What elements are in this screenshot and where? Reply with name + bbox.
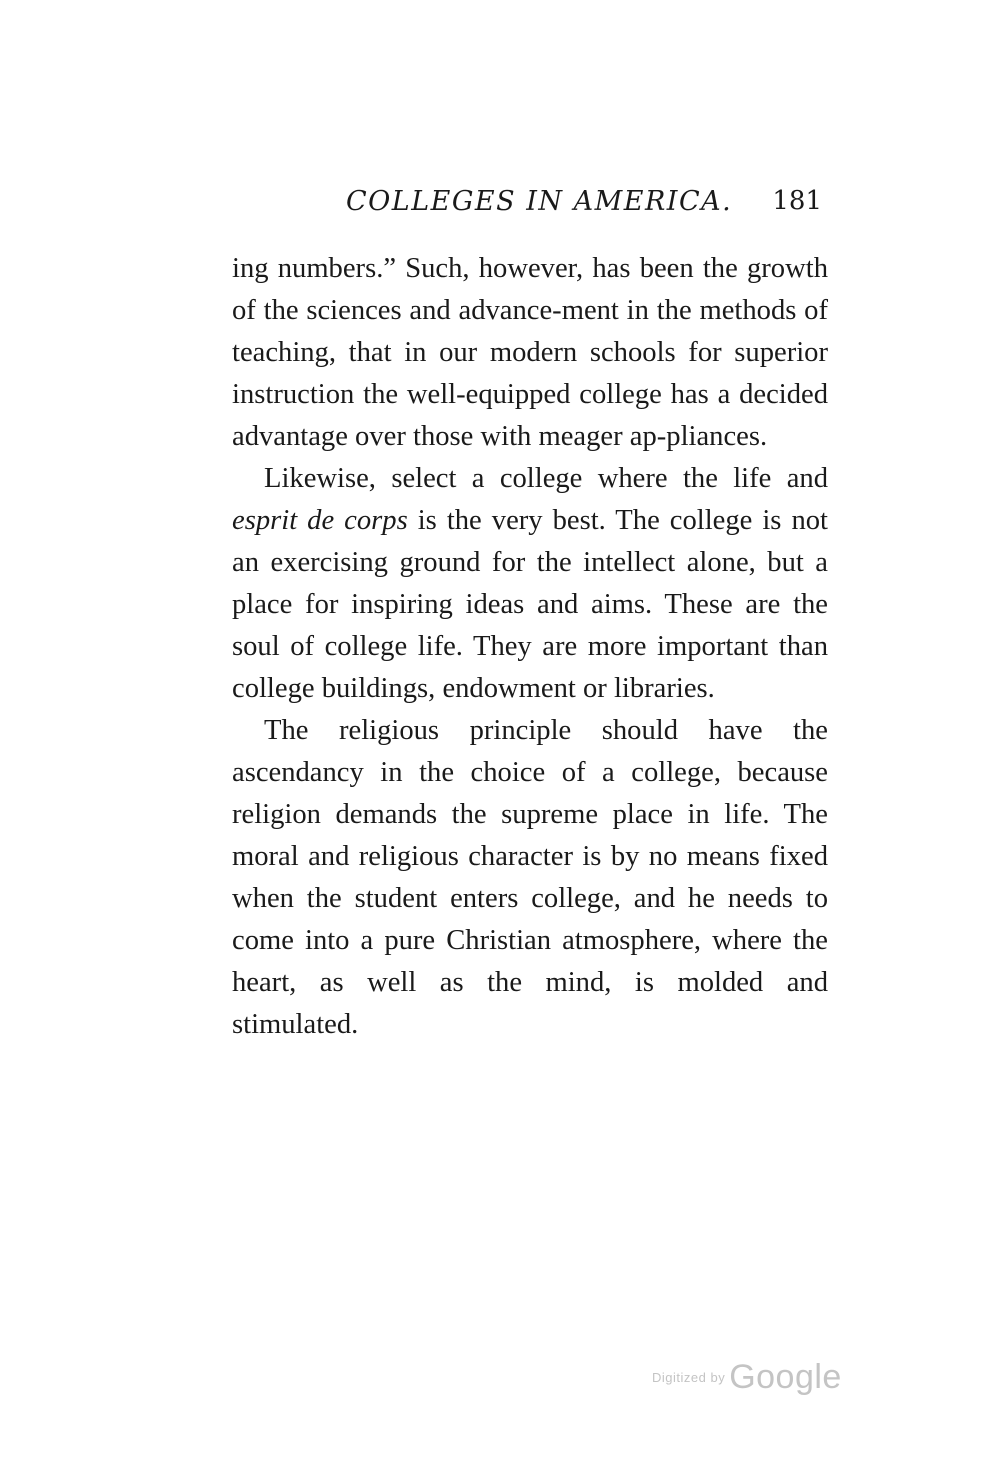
paragraph-2-text-after: is the very best. The college is not an exercising ground for the intellect alone, but a place for inspiring ideas and aims. These are the soul of college life. They are more important than college buildings, endowment or libraries. xyxy=(232,505,828,704)
digitized-by-google-watermark xyxy=(652,1358,842,1397)
google-logo: Google xyxy=(729,1358,842,1396)
watermark-prefix: Digitized by xyxy=(652,1370,726,1385)
page-number: 181 xyxy=(772,186,822,216)
paragraph-2 xyxy=(232,458,828,710)
paragraph-2-italic-phrase: esprit de corps xyxy=(232,505,408,536)
paragraph-2-text-before: Likewise, select a college where the life and xyxy=(264,463,828,494)
paragraph-3: The religious principle should have the ascendancy in the choice of a college, because religion demands the supreme place in life. The moral and religious character is by no means fixed when the student enters college, and he needs to come into a pure Christian atmosphere, where the heart, as well as the mind, is molded and stimulated. xyxy=(232,715,828,1040)
body-text xyxy=(232,248,828,1046)
running-head xyxy=(232,186,828,226)
paragraph-1: ing numbers.” Such, however, has been the growth of the sciences and advance-ment in the methods of teaching, that in our modern schools for superior instruction the well-equipped college has a decided advantage over those with meager ap-pliances. xyxy=(232,253,828,452)
running-title: COLLEGES IN AMERICA. xyxy=(346,186,733,217)
